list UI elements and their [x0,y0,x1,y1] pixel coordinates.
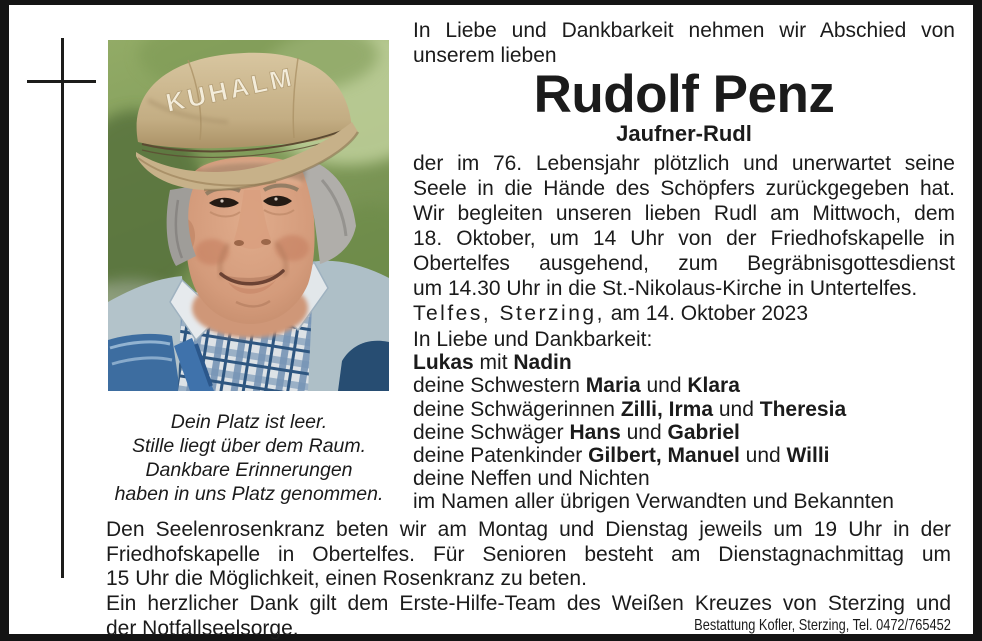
text-line: Den Seelenrosenkranz beten wir am Montag und Dienstag jeweils um 19 Uhr in der [106,518,951,541]
deceased-nickname: Jaufner-Rudl [616,121,752,146]
mourners-list [413,351,955,513]
obituary-card [9,5,973,640]
condolence-heading: In Liebe und Dankbarkeit: [413,328,653,351]
text-line: Friedhofskapelle in Obertelfes. Für Senioren besteht am Dienstagnachmittag um [106,542,951,566]
mourner-line: deine Schwägerinnen Zilli, Irma und Theresia [413,397,847,421]
memorial-cross-icon [61,38,64,578]
text-line: 18. Oktober, um 14 Uhr von der Friedhofskapelle in [413,227,955,250]
text-line: der im 76. Lebensjahr plötzlich und unerwartet seine [413,152,955,175]
text-line: um 14.30 Uhr in die St.-Nikolaus-Kirche in Untertelfes. [413,277,918,300]
text-line: Ein herzlicher Dank gilt dem Erste-Hilfe-Team des Weißen Kreuzes von Sterzing und [106,592,951,616]
text-line: In Liebe und Dankbarkeit nehmen wir Abschied von [413,19,955,42]
deceased-name: Rudolf Penz [533,65,835,124]
mourner-line: Lukas mit Nadin [413,351,572,375]
text-line: 15 Uhr die Möglichkeit, einen Rosenkranz zu beten. [106,567,587,591]
notice-intro [413,18,955,68]
mourner-line: im Namen aller übrigen Verwandten und Bekannten [413,490,894,514]
footer-block [106,518,951,641]
notice-column [413,18,955,514]
text-line: Dein Platz ist leer. [170,411,328,433]
text-line: Dankbare Erinnerungen [145,459,353,481]
memorial-cross-icon [27,80,96,83]
cap-text: Kuhalm [163,61,298,118]
dateline-places: Telfes, Sterzing, [413,302,605,325]
portrait-photo [108,40,389,391]
funeral-announcement [413,151,955,301]
text-line: der Notfallseelsorge. [106,616,299,640]
mourner-line: deine Neffen und Nichten [413,467,650,491]
text-line: Stille liegt über dem Raum. [131,435,367,457]
funeral-home-credit: Bestattung Kofler, Sterzing, Tel. 0472/765452 [694,617,951,634]
text-line: unserem lieben [413,44,557,67]
rosary-notice [106,518,951,592]
mourner-line: deine Schwäger Hans und Gabriel [413,420,740,444]
text-line: Wir begleiten unseren lieben Rudl am Mittwoch, dem [413,202,955,225]
dateline [413,301,955,326]
text-line: haben in uns Platz genommen. [114,483,384,505]
text-line: Seele in die Hände des Schöpfers zurückgegeben hat. [413,177,955,200]
mourner-line: deine Schwestern Maria und Klara [413,374,740,398]
memorial-poem [79,410,419,506]
text-line: Obertelfes ausgehend, zum Begräbnisgottesdienst [413,252,955,275]
mourner-line: deine Patenkinder Gilbert, Manuel und Willi [413,444,830,468]
dateline-date: am 14. Oktober 2023 [610,302,809,325]
portrait-illustration [108,40,389,391]
